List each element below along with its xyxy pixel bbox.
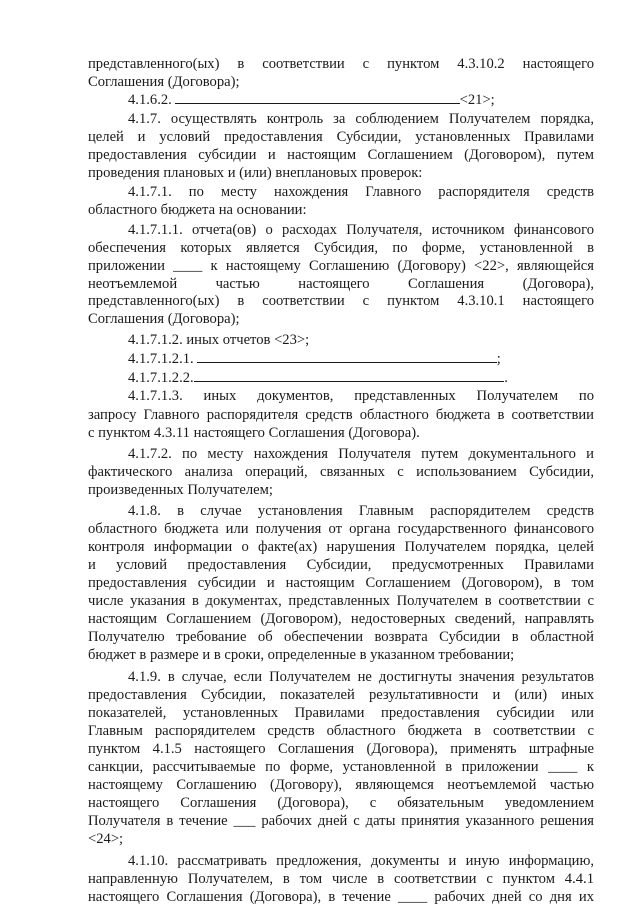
text-line: с пунктом 4.3.11 настоящего Соглашения (Договора). — [88, 425, 420, 441]
text-line: 4.1.8. в случае установления Главным распорядителем средств — [128, 503, 594, 519]
text-line: Главным распорядителем средств областного бюджета в соответствии с — [88, 723, 594, 739]
text-line: показателей, установленных Правилами предоставления субсидии или — [88, 705, 594, 721]
text-line: приложении ____ к настоящему Соглашению (Договору) <22>, являющейся — [88, 258, 594, 274]
fill-in-blank — [194, 368, 505, 382]
text-line: санкции, рассчитываемые по форме, установленной в приложении ____ к — [88, 759, 594, 775]
text-line: представленного(ых) в соответствии с пунктом 4.3.10.1 настоящего — [88, 293, 594, 309]
fill-in-blank — [175, 90, 459, 104]
text-line: бюджет в размере и в сроки, определенные в указанном требовании; — [88, 647, 515, 663]
text-line: Соглашения (Договора); — [88, 311, 240, 327]
text-line: контроля информации о факте(ах) нарушения Получателем порядка, целей — [88, 539, 594, 555]
text-line: обеспечения которых является Субсидия, по форме, установленной в — [88, 240, 594, 256]
text-line: <24>; — [88, 831, 124, 847]
text-line: 4.1.7.1. по месту нахождения Главного распорядителя средств — [128, 184, 594, 200]
text-line: настоящего Соглашения (Договора), в течение ____ рабочих дней со дня их — [88, 889, 594, 905]
text-line — [128, 368, 594, 386]
text-line: и условий предоставления Субсидии, предусмотренных Правилами — [88, 557, 594, 573]
text-line: предоставления субсидии и настоящим Соглашением (Договором), путем — [88, 147, 594, 163]
text-line: 4.1.7. осуществлять контроль за соблюдением Получателем порядка, — [128, 111, 594, 127]
text-line: целей и условий предоставления Субсидии, установленных Правилами — [88, 129, 594, 145]
line-suffix: <21>; — [459, 92, 495, 108]
text-line: областного бюджета или получения от органа государственного финансового — [88, 521, 594, 537]
text-line: числе указания в документах, представленных Получателем в соответствии с — [88, 593, 594, 609]
text-line: неотъемлемой частью настоящего Соглашения (Договора), — [88, 276, 594, 292]
text-line: проведения плановых и (или) внеплановых проверок: — [88, 165, 423, 181]
line-prefix: 4.1.7.1.2.1. — [128, 351, 198, 367]
text-line: настоящего Соглашения (Договора), с обязательным уведомлением — [88, 795, 594, 811]
text-line: направленную Получателем, в том числе в соответствии с пунктом 4.4.1 — [88, 871, 594, 887]
line-prefix: 4.1.7.1.2.2. — [128, 370, 194, 386]
text-line: предоставления Субсидии, показателей результативности и (или) иных — [88, 687, 594, 703]
text-line — [128, 349, 594, 367]
text-line: областного бюджета на основании: — [88, 202, 307, 218]
text-line: 4.1.10. рассматривать предложения, документы и иную информацию, — [128, 853, 594, 869]
line-prefix: 4.1.6.2. — [128, 92, 176, 108]
text-line: представленного(ых) в соответствии с пунктом 4.3.10.2 настоящего — [88, 56, 594, 72]
text-line: 4.1.9. в случае, если Получателем не достигнуты значения результатов — [128, 669, 594, 685]
line-suffix: ; — [496, 351, 501, 367]
text-line: настоящим Соглашением (Договором), недостоверных сведений, направлять — [88, 611, 594, 627]
text-line: 4.1.7.2. по месту нахождения Получателя путем документального и — [128, 446, 594, 462]
text-line: произведенных Получателем; — [88, 482, 273, 498]
text-line: Соглашения (Договора); — [88, 74, 240, 90]
text-line — [128, 90, 594, 108]
text-line: запросу Главного распорядителя средств областного бюджета в соответствии — [88, 407, 594, 423]
text-line: настоящему Соглашению (Договору), являющемся неотъемлемой частью — [88, 777, 594, 793]
text-line: 4.1.7.1.1. отчета(ов) о расходах Получателя, источником финансового — [128, 222, 594, 238]
text-line: Получателю требование об обеспечении возврата Субсидии в областной — [88, 629, 594, 645]
fill-in-blank — [197, 349, 496, 363]
text-line: предоставления субсидии и настоящим Соглашением (Договором), в том — [88, 575, 594, 591]
text-line: Получателя в течение ___ рабочих дней с даты принятия указанного решения — [88, 813, 594, 829]
text-line: 4.1.7.1.3. иных документов, представленных Получателем по — [128, 388, 594, 404]
text-line: фактического анализа операций, связанных с использованием Субсидии, — [88, 464, 594, 480]
text-line: пунктом 4.1.5 настоящего Соглашения (Договора), применять штрафные — [88, 741, 594, 757]
line-suffix: . — [504, 370, 508, 386]
text-line: 4.1.7.1.2. иных отчетов <23>; — [128, 332, 310, 348]
